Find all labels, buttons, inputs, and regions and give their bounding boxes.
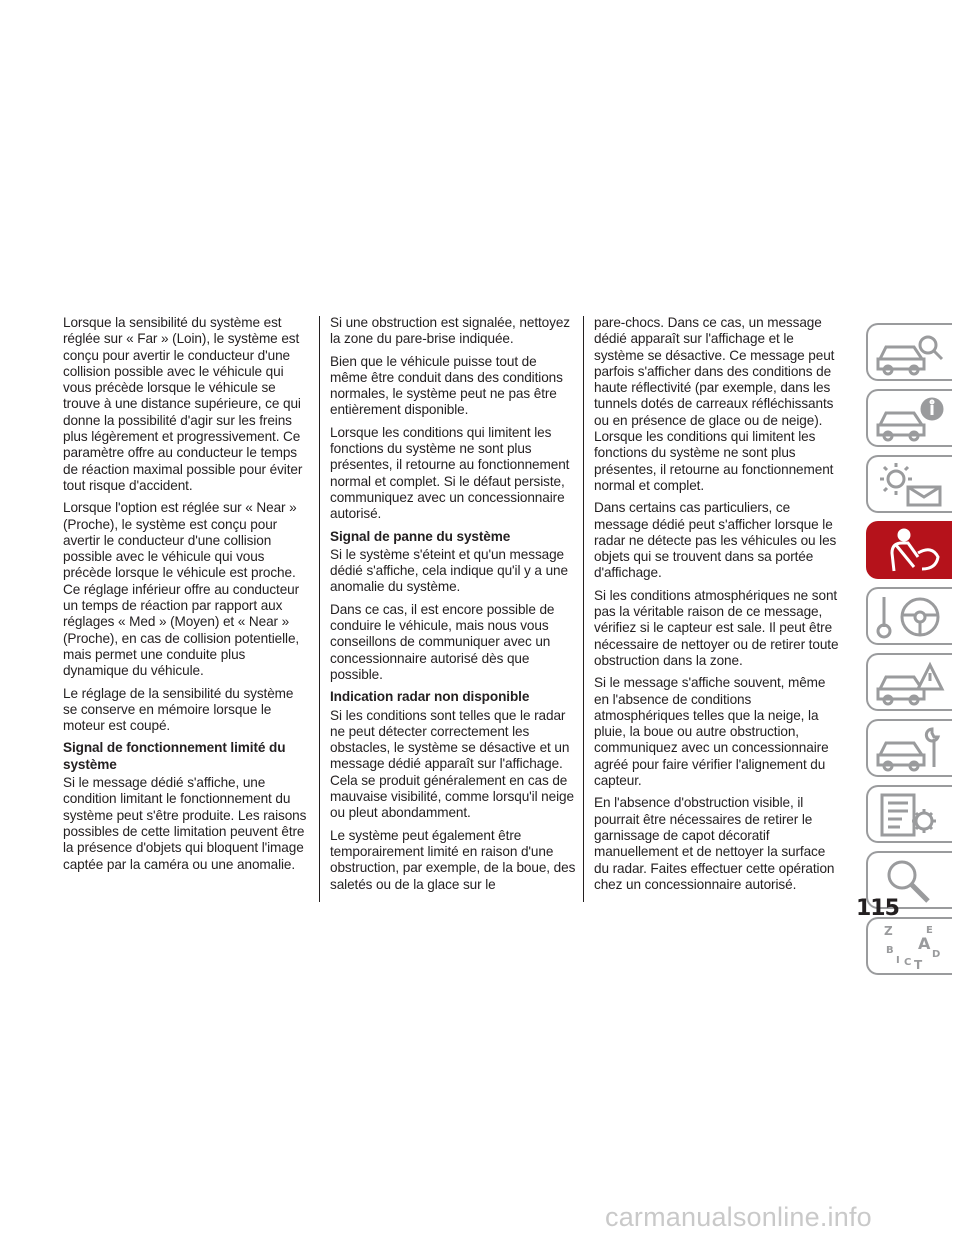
column-divider (583, 316, 584, 902)
index-letter: D (932, 949, 941, 960)
paragraph: En l'absence d'obstruction visible, il pourrait être nécessaires de retirer le garnissage de capot décoratif manuellement et de nettoyer la surface du radar. Faites effectuer cette opération chez un concessionnaire autorisé. (594, 795, 835, 892)
section-heading: Signal de panne du système (330, 528, 511, 544)
paragraph: Dans certains cas particuliers, ce message dédié peut s'afficher lorsque le radar ne détecte pas les véhicules ou les objets qui se trouvent dans sa portée d'affichage. (594, 500, 837, 581)
text-column-2 (330, 315, 576, 899)
tab-warning-lights[interactable] (866, 455, 952, 513)
tab-starting-driving[interactable] (866, 587, 952, 645)
paragraph: Lorsque la sensibilité du système est réglée sur « Far » (Loin), le système est conçu pour avertir le conducteur d'une collision possible avec le véhicule qui vous précède lorsque le véhicule se trouve à une distance supérieure, ce qui donne la possibilité d'agir sur les freins plus légèrement et progressivement. Ce paramètre offre au conducteur le temps de réaction maximal possible pour éviter tout risque d'accident. (63, 315, 303, 493)
tab-servicing[interactable] (866, 719, 952, 777)
car-warning-triangle-icon (874, 659, 946, 707)
tab-technical-specs[interactable] (866, 785, 952, 843)
index-letter: C (904, 957, 912, 968)
car-info-icon (874, 395, 946, 443)
paragraph: Si le message dédié s'affiche, une condition limitant le fonctionnement du système peut s'être produite. Les raisons possibles de cette limitation peuvent être la présence d'objets qui bloquent l'image captée par la caméra ou une anomalie. (63, 775, 307, 872)
car-wrench-icon (874, 725, 946, 773)
text-column-3 (594, 315, 840, 899)
paragraph: Si les conditions atmosphériques ne sont pas la véritable raison de ce message, vérifiez si le capteur est sale. Il peut être nécessaire de nettoyer ou de retirer toute obstruction dans la zone. (594, 587, 839, 668)
paragraph: Bien que le véhicule puisse tout de même être conduit dans des conditions normales, le système peut ne pas être entièrement disponible. (330, 353, 563, 418)
tab-dashboard[interactable] (866, 389, 952, 447)
warning-light-envelope-icon (874, 461, 946, 509)
index-letter: A (918, 934, 931, 953)
paragraph: Le système peut également être temporairement limité en raison d'une obstruction, par exemple, de la boue, des saletés ou de la glace sur le (330, 827, 576, 892)
paragraph: Le réglage de la sensibilité du système se conserve en mémoire lorsque le moteur est coupé. (63, 685, 294, 734)
tab-index[interactable] (866, 917, 952, 975)
paragraph: Si les conditions sont telles que le radar ne peut détecter correctement les obstacles, le système se désactive et un message dédié apparaît sur l'affichage. Cela se produit généralement en cas de mauvaise visibilité, comme lorsqu'il neige ou pleut abondamment. (330, 707, 574, 821)
section-heading: Indication radar non disponible (330, 689, 530, 705)
index-letter: B (886, 945, 894, 956)
index-letter: I (896, 955, 900, 966)
paragraph: Si le message s'affiche souvent, même en l'absence de conditions atmosphériques telles que la neige, la pluie, la boue ou autre obstruction, communiquez avec un concessionnaire agréé pour faire vérifier l'alignement du capteur. (594, 675, 829, 789)
tab-emergency[interactable] (866, 653, 952, 711)
seatbelt-airbag-icon (874, 527, 946, 575)
paragraph: pare-chocs. Dans ce cas, un message dédié apparaît sur l'affichage et le système se désactive. Ce message peut parfois s'afficher dans des conditions de haute réflectivité (par exemple, dans les tunnels dotés de carreaux réfléchissants ou en présence de glace ou de neige). Lorsque les conditions qui limitent les fonctions du système ne sont plus présentes, il retourne au fonctionnement normal et complet. (594, 315, 835, 493)
chapter-tabs (866, 323, 956, 983)
alphabetical-index-icon (874, 923, 946, 971)
page-number: 115 (856, 896, 899, 921)
paragraph: Lorsque l'option est réglée sur « Near » (Proche), le système est conçu pour avertir le conducteur d'une collision possible avec le véhicule qui vous précède lorsque le véhicule est proche. Ce réglage inférieur offre au conducteur un temps de réaction par rapport aux réglages « Med » (Moyen) et « Near » (Proche), en cas de collision potentielle, mais permet une conduite plus dynamique du véhicule. (63, 500, 300, 679)
section-heading: Signal de fonctionnement limité du système (63, 740, 286, 772)
key-steering-wheel-icon (874, 593, 946, 641)
tab-safety[interactable] (866, 521, 952, 579)
paragraph: Si une obstruction est signalée, nettoyez la zone du pare-brise indiquée. (330, 315, 570, 347)
tab-getting-to-know-car[interactable] (866, 323, 952, 381)
specifications-gear-icon (874, 791, 946, 839)
paragraph: Lorsque les conditions qui limitent les fonctions du système ne sont plus présentes, il retourne au fonctionnement normal et complet. Si le défaut persiste, communiquez avec un concessionnaire autorisé. (330, 424, 570, 522)
index-letter: T (914, 958, 923, 971)
text-column-1 (63, 315, 309, 879)
paragraph: Si le système s'éteint et qu'un message dédié s'affiche, cela indique qu'il y a une anomalie du système. (330, 546, 568, 595)
car-search-icon (874, 329, 946, 377)
watermark: carmanualsonline.info (605, 1202, 872, 1232)
index-letter: Z (884, 924, 893, 938)
paragraph: Dans ce cas, il est encore possible de conduire le véhicule, mais nous vous conseillons de communiquer avec un concessionnaire autorisé dès que possible. (330, 601, 555, 682)
index-letter: E (926, 925, 933, 936)
column-divider (319, 316, 320, 902)
